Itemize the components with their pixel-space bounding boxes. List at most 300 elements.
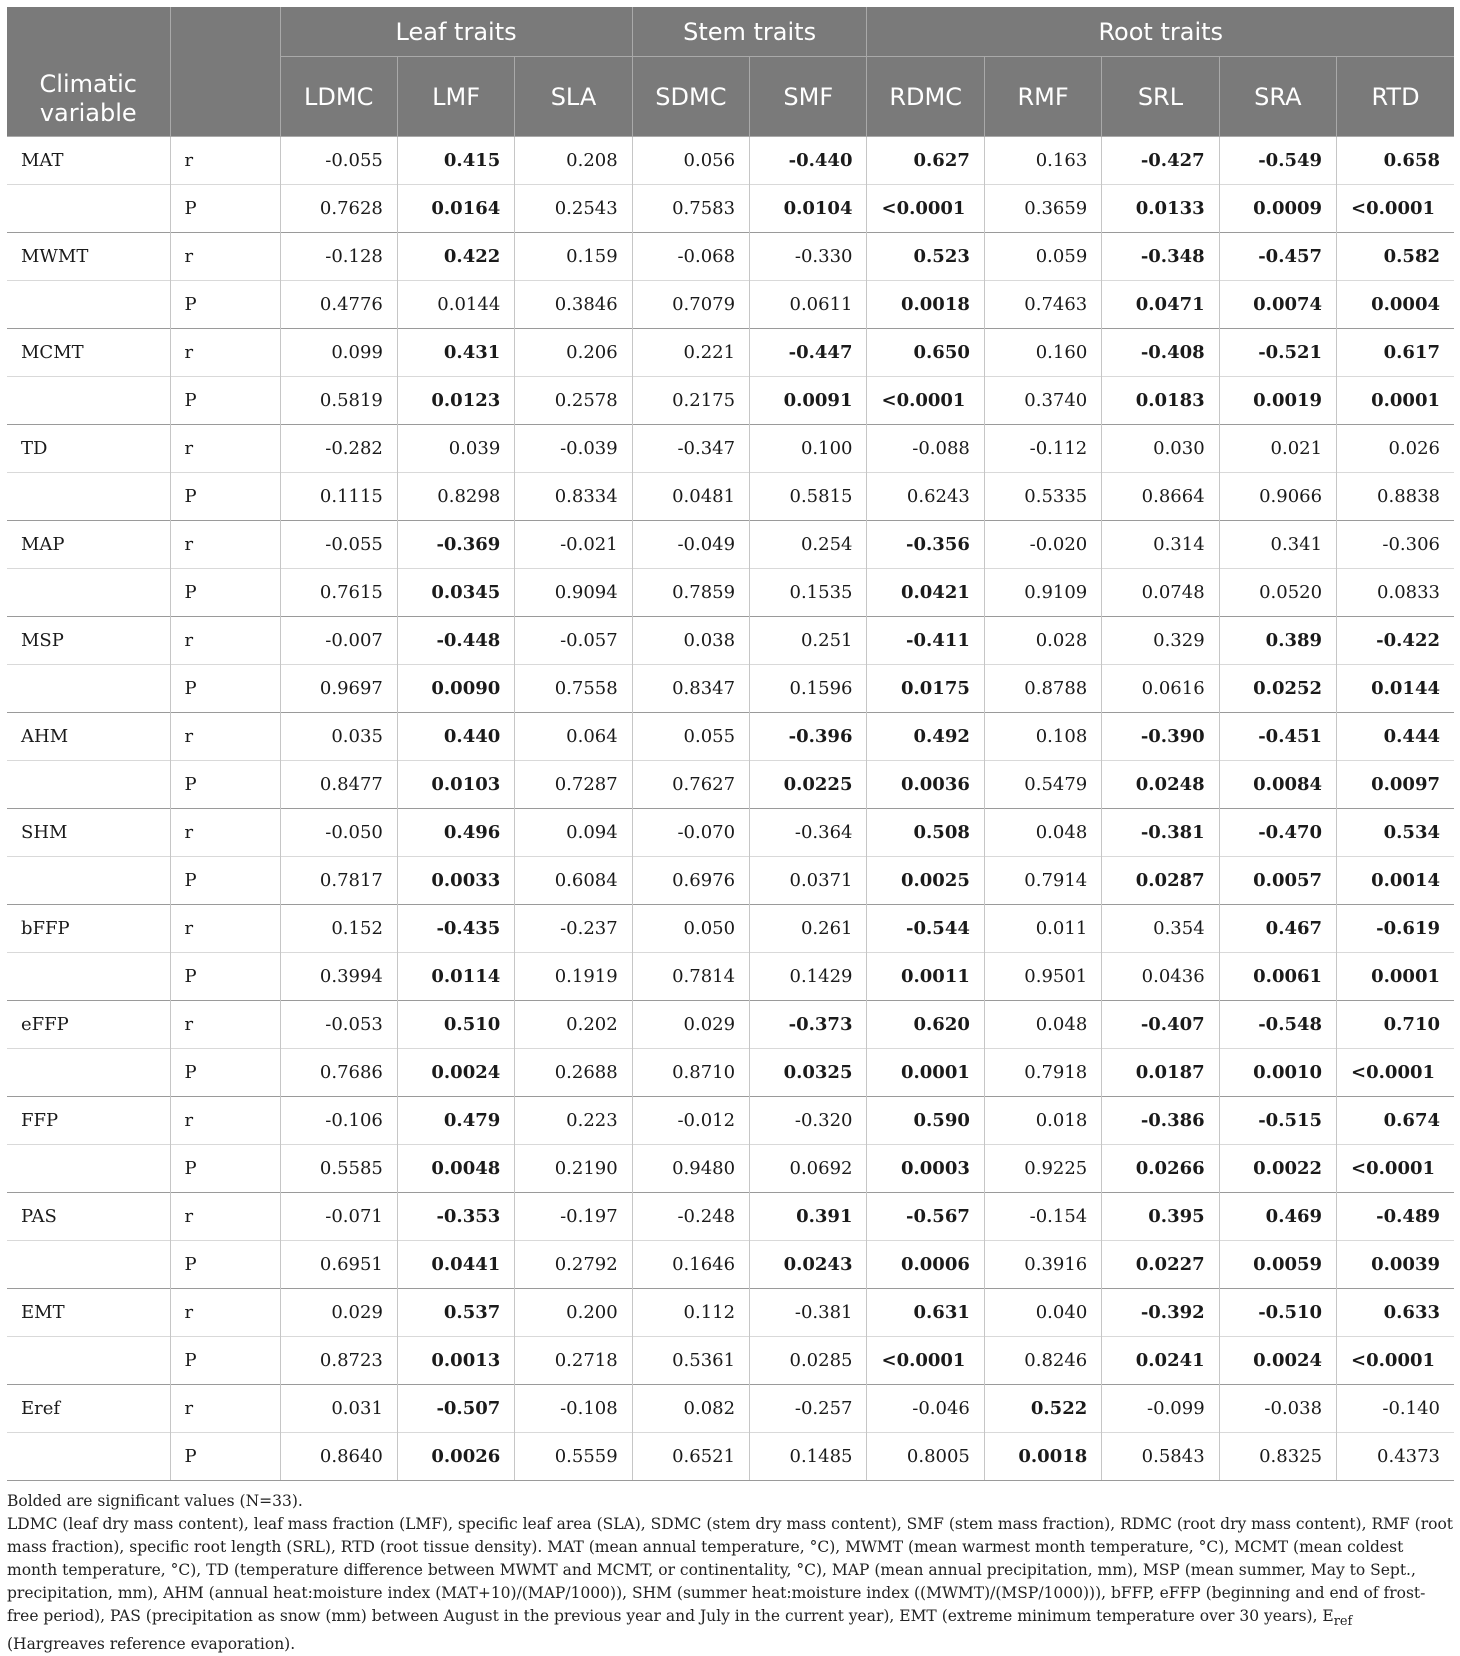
value-cell: 0.0006 [867, 1241, 984, 1289]
value-cell: 0.0039 [1337, 1241, 1454, 1289]
table-notes [7, 1490, 1454, 1656]
value-cell: -0.099 [1102, 1385, 1219, 1433]
value-cell: 0.0091 [750, 377, 867, 425]
value-cell: 0.7615 [280, 569, 397, 617]
value-cell: -0.440 [750, 137, 867, 185]
value-cell: 0.011 [984, 905, 1101, 953]
statistic-cell: r [170, 1193, 280, 1241]
value-cell: 0.059 [984, 233, 1101, 281]
climatic-variable-cell [7, 1241, 170, 1289]
value-cell: 0.0248 [1102, 761, 1219, 809]
value-cell: 0.1646 [632, 1241, 749, 1289]
climatic-variable-cell [7, 1145, 170, 1193]
value-cell: 0.2190 [515, 1145, 632, 1193]
value-cell: 0.1919 [515, 953, 632, 1001]
value-cell: 0.0048 [397, 1145, 514, 1193]
value-cell: 0.030 [1102, 425, 1219, 473]
value-cell: -0.489 [1337, 1193, 1454, 1241]
value-cell: 0.0033 [397, 857, 514, 905]
value-cell: 0.395 [1102, 1193, 1219, 1241]
value-cell: 0.9094 [515, 569, 632, 617]
value-cell: 0.2175 [632, 377, 749, 425]
value-cell: 0.0175 [867, 665, 984, 713]
abbreviation-end: (Hargreaves reference evaporation). [7, 1635, 296, 1654]
value-cell: -0.140 [1337, 1385, 1454, 1433]
value-cell: -0.306 [1337, 521, 1454, 569]
value-cell: 0.0074 [1219, 281, 1336, 329]
value-cell: 0.0833 [1337, 569, 1454, 617]
statistic-cell: P [170, 185, 280, 233]
value-cell: -0.381 [1102, 809, 1219, 857]
value-cell: <0.0001 [1337, 1049, 1454, 1097]
value-cell: -0.548 [1219, 1001, 1336, 1049]
value-cell: -0.373 [750, 1001, 867, 1049]
value-cell: -0.038 [1219, 1385, 1336, 1433]
value-cell: 0.0104 [750, 185, 867, 233]
table-page [7, 7, 1454, 1656]
value-cell: 0.0436 [1102, 953, 1219, 1001]
value-cell: 0.0225 [750, 761, 867, 809]
value-cell: 0.510 [397, 1001, 514, 1049]
table-row [7, 1001, 1454, 1049]
value-cell: 0.631 [867, 1289, 984, 1337]
value-cell: -0.364 [750, 809, 867, 857]
value-cell: 0.0019 [1219, 377, 1336, 425]
value-cell: -0.447 [750, 329, 867, 377]
value-cell: 0.444 [1337, 713, 1454, 761]
value-cell: 0.5819 [280, 377, 397, 425]
value-cell: 0.0097 [1337, 761, 1454, 809]
value-cell: 0.9697 [280, 665, 397, 713]
value-cell: 0.415 [397, 137, 514, 185]
value-cell: 0.3846 [515, 281, 632, 329]
value-cell: -0.457 [1219, 233, 1336, 281]
value-cell: 0.5843 [1102, 1433, 1219, 1481]
value-cell: 0.038 [632, 617, 749, 665]
value-cell: 0.206 [515, 329, 632, 377]
value-cell: 0.223 [515, 1097, 632, 1145]
climatic-variable-cell: EMT [7, 1289, 170, 1337]
value-cell: <0.0001 [1337, 1145, 1454, 1193]
value-cell: -0.055 [280, 521, 397, 569]
value-cell: 0.8710 [632, 1049, 749, 1097]
value-cell: 0.160 [984, 329, 1101, 377]
value-cell: -0.386 [1102, 1097, 1219, 1145]
value-cell: 0.0123 [397, 377, 514, 425]
value-cell: 0.6243 [867, 473, 984, 521]
climatic-variable-cell [7, 761, 170, 809]
value-cell: 0.710 [1337, 1001, 1454, 1049]
value-cell: -0.347 [632, 425, 749, 473]
value-cell: -0.012 [632, 1097, 749, 1145]
table-row [7, 569, 1454, 617]
climatic-variable-cell: PAS [7, 1193, 170, 1241]
statistic-cell: r [170, 809, 280, 857]
value-cell: 0.6976 [632, 857, 749, 905]
table-row [7, 905, 1454, 953]
climatic-variable-cell [7, 569, 170, 617]
value-cell: 0.391 [750, 1193, 867, 1241]
statistic-cell: r [170, 713, 280, 761]
value-cell: 0.7817 [280, 857, 397, 905]
value-cell: 0.582 [1337, 233, 1454, 281]
table-row [7, 137, 1454, 185]
trait-header: SRL [1102, 57, 1219, 137]
table-row [7, 713, 1454, 761]
table-row [7, 521, 1454, 569]
statistic-cell: P [170, 1049, 280, 1097]
value-cell: 0.0616 [1102, 665, 1219, 713]
value-cell: 0.8325 [1219, 1433, 1336, 1481]
statistic-cell: P [170, 1337, 280, 1385]
value-cell: 0.6521 [632, 1433, 749, 1481]
statistic-cell: P [170, 281, 280, 329]
trait-header: SRA [1219, 57, 1336, 137]
value-cell: 0.0471 [1102, 281, 1219, 329]
value-cell: -0.521 [1219, 329, 1336, 377]
value-cell: -0.544 [867, 905, 984, 953]
value-cell: 0.0252 [1219, 665, 1336, 713]
value-cell: -0.390 [1102, 713, 1219, 761]
climatic-variable-cell [7, 281, 170, 329]
value-cell: 0.8664 [1102, 473, 1219, 521]
climatic-variable-cell: MAP [7, 521, 170, 569]
table-row [7, 281, 1454, 329]
value-cell: <0.0001 [867, 185, 984, 233]
value-cell: 0.2543 [515, 185, 632, 233]
value-cell: 0.0325 [750, 1049, 867, 1097]
value-cell: -0.021 [515, 521, 632, 569]
value-cell: 0.8005 [867, 1433, 984, 1481]
value-cell: 0.0011 [867, 953, 984, 1001]
value-cell: -0.381 [750, 1289, 867, 1337]
value-cell: 0.1535 [750, 569, 867, 617]
climatic-variable-cell: MSP [7, 617, 170, 665]
statistic-cell: r [170, 329, 280, 377]
value-cell: 0.7914 [984, 857, 1101, 905]
value-cell: 0.0421 [867, 569, 984, 617]
statistic-cell: r [170, 233, 280, 281]
value-cell: -0.435 [397, 905, 514, 953]
value-cell: -0.356 [867, 521, 984, 569]
value-cell: -0.257 [750, 1385, 867, 1433]
value-cell: 0.055 [632, 713, 749, 761]
value-cell: 0.479 [397, 1097, 514, 1145]
value-cell: 0.9501 [984, 953, 1101, 1001]
statistic-cell: r [170, 1097, 280, 1145]
value-cell: <0.0001 [867, 1337, 984, 1385]
value-cell: 0.492 [867, 713, 984, 761]
statistic-cell: P [170, 1145, 280, 1193]
value-cell: -0.237 [515, 905, 632, 953]
value-cell: 0.389 [1219, 617, 1336, 665]
climatic-variable-cell: FFP [7, 1097, 170, 1145]
value-cell: 0.0022 [1219, 1145, 1336, 1193]
value-cell: 0.620 [867, 1001, 984, 1049]
value-cell: 0.0090 [397, 665, 514, 713]
statistic-cell: r [170, 1385, 280, 1433]
value-cell: 0.0187 [1102, 1049, 1219, 1097]
value-cell: 0.0001 [867, 1049, 984, 1097]
value-cell: 0.1596 [750, 665, 867, 713]
value-cell: -0.050 [280, 809, 397, 857]
value-cell: 0.9066 [1219, 473, 1336, 521]
value-cell: 0.341 [1219, 521, 1336, 569]
value-cell: 0.048 [984, 1001, 1101, 1049]
value-cell: 0.202 [515, 1001, 632, 1049]
value-cell: 0.0164 [397, 185, 514, 233]
table-row [7, 1193, 1454, 1241]
table-row [7, 617, 1454, 665]
value-cell: <0.0001 [1337, 185, 1454, 233]
table-row [7, 425, 1454, 473]
value-cell: 0.094 [515, 809, 632, 857]
value-cell: 0.7628 [280, 185, 397, 233]
table-row [7, 185, 1454, 233]
abbreviation-note [7, 1513, 1454, 1656]
value-cell: 0.0009 [1219, 185, 1336, 233]
value-cell: 0.152 [280, 905, 397, 953]
value-cell: -0.408 [1102, 329, 1219, 377]
value-cell: 0.2792 [515, 1241, 632, 1289]
group-header-leaf: Leaf traits [280, 7, 632, 57]
table-row [7, 953, 1454, 1001]
value-cell: -0.619 [1337, 905, 1454, 953]
value-cell: 0.8246 [984, 1337, 1101, 1385]
value-cell: 0.0748 [1102, 569, 1219, 617]
climatic-variable-cell: SHM [7, 809, 170, 857]
climatic-variable-cell [7, 1049, 170, 1097]
value-cell: 0.7583 [632, 185, 749, 233]
value-cell: 0.112 [632, 1289, 749, 1337]
value-cell: -0.106 [280, 1097, 397, 1145]
value-cell: 0.029 [280, 1289, 397, 1337]
value-cell: -0.068 [632, 233, 749, 281]
trait-header: SDMC [632, 57, 749, 137]
statistic-cell: r [170, 1289, 280, 1337]
value-cell: 0.431 [397, 329, 514, 377]
value-cell: 0.0183 [1102, 377, 1219, 425]
value-cell: 0.0114 [397, 953, 514, 1001]
statistic-cell: r [170, 137, 280, 185]
value-cell: 0.496 [397, 809, 514, 857]
value-cell: -0.071 [280, 1193, 397, 1241]
eref-subscript: ref [1333, 1614, 1353, 1630]
value-cell: 0.7627 [632, 761, 749, 809]
value-cell: 0.7686 [280, 1049, 397, 1097]
value-cell: -0.248 [632, 1193, 749, 1241]
statistic-cell: r [170, 1001, 280, 1049]
value-cell: <0.0001 [867, 377, 984, 425]
abbreviation-text: LDMC (leaf dry mass content), leaf mass fraction (LMF), specific leaf area (SLA), SDMC (stem dry mass content), SMF (stem mass fraction), RDMC (root dry mass content), RMF (root mass fraction), specific root length (SRL), RTD (root tissue density). MAT (mean annual temperature, °C), MWMT (mean warmest month temperature, °C), MCMT (mean coldest month temperature, °C), TD (temperature difference between MWMT and MCMT, or continentality, °C), MAP (mean annual precipitation, mm), MSP (mean summer, May to Sept., precipitation, mm), AHM (annual heat:moisture index (MAT+10)/(MAP/1000)), SHM (summer heat:moisture index ((MWMT)/(MSP/1000))), bFFP, eFFP (beginning and end of frost-free period), PAS (precipitation as snow (mm) between August in the previous year and July in the current year), EMT (extreme minimum temperature over 30 years), E [7, 1515, 1454, 1625]
statistic-cell: r [170, 521, 280, 569]
statistic-cell: P [170, 473, 280, 521]
value-cell: 0.0059 [1219, 1241, 1336, 1289]
statistic-cell: P [170, 953, 280, 1001]
value-cell: 0.056 [632, 137, 749, 185]
value-cell: 0.035 [280, 713, 397, 761]
climatic-variable-cell: AHM [7, 713, 170, 761]
value-cell: 0.5361 [632, 1337, 749, 1385]
value-cell: -0.510 [1219, 1289, 1336, 1337]
value-cell: -0.154 [984, 1193, 1101, 1241]
statistic-cell: P [170, 857, 280, 905]
value-cell: 0.0018 [867, 281, 984, 329]
climatic-variable-cell: TD [7, 425, 170, 473]
value-cell: 0.314 [1102, 521, 1219, 569]
statistic-cell: P [170, 569, 280, 617]
statistic-cell: r [170, 425, 280, 473]
value-cell: 0.7859 [632, 569, 749, 617]
value-cell: 0.026 [1337, 425, 1454, 473]
table-row [7, 1097, 1454, 1145]
value-cell: -0.427 [1102, 137, 1219, 185]
value-cell: 0.0025 [867, 857, 984, 905]
value-cell: -0.353 [397, 1193, 514, 1241]
value-cell: 0.0026 [397, 1433, 514, 1481]
table-row [7, 809, 1454, 857]
trait-header: RDMC [867, 57, 984, 137]
value-cell: 0.0013 [397, 1337, 514, 1385]
value-cell: 0.0227 [1102, 1241, 1219, 1289]
value-cell: 0.8477 [280, 761, 397, 809]
value-cell: 0.523 [867, 233, 984, 281]
value-cell: 0.039 [397, 425, 514, 473]
value-cell: 0.508 [867, 809, 984, 857]
value-cell: 0.8298 [397, 473, 514, 521]
statistic-cell: P [170, 665, 280, 713]
table-row [7, 377, 1454, 425]
value-cell: 0.099 [280, 329, 397, 377]
climatic-variable-cell: bFFP [7, 905, 170, 953]
value-cell: 0.018 [984, 1097, 1101, 1145]
value-cell: -0.549 [1219, 137, 1336, 185]
value-cell: -0.020 [984, 521, 1101, 569]
value-cell: 0.028 [984, 617, 1101, 665]
table-row [7, 761, 1454, 809]
value-cell: 0.354 [1102, 905, 1219, 953]
value-cell: 0.040 [984, 1289, 1101, 1337]
value-cell: 0.440 [397, 713, 514, 761]
value-cell: 0.5335 [984, 473, 1101, 521]
value-cell: 0.0010 [1219, 1049, 1336, 1097]
value-cell: 0.0003 [867, 1145, 984, 1193]
value-cell: -0.422 [1337, 617, 1454, 665]
value-cell: 0.8347 [632, 665, 749, 713]
correlation-table [7, 7, 1454, 1481]
value-cell: 0.0520 [1219, 569, 1336, 617]
value-cell: 0.5559 [515, 1433, 632, 1481]
value-cell: 0.163 [984, 137, 1101, 185]
value-cell: 0.534 [1337, 809, 1454, 857]
value-cell: -0.088 [867, 425, 984, 473]
value-cell: 0.8334 [515, 473, 632, 521]
value-cell: 0.9480 [632, 1145, 749, 1193]
value-cell: 0.050 [632, 905, 749, 953]
value-cell: 0.650 [867, 329, 984, 377]
value-cell: 0.0001 [1337, 953, 1454, 1001]
value-cell: 0.261 [750, 905, 867, 953]
value-cell: 0.0285 [750, 1337, 867, 1385]
value-cell: 0.2578 [515, 377, 632, 425]
value-cell: 0.0266 [1102, 1145, 1219, 1193]
value-cell: 0.9225 [984, 1145, 1101, 1193]
climatic-variable-cell: MWMT [7, 233, 170, 281]
value-cell: -0.330 [750, 233, 867, 281]
value-cell: 0.7814 [632, 953, 749, 1001]
value-cell: 0.7918 [984, 1049, 1101, 1097]
value-cell: -0.567 [867, 1193, 984, 1241]
value-cell: 0.0084 [1219, 761, 1336, 809]
value-cell: -0.448 [397, 617, 514, 665]
table-row [7, 1433, 1454, 1481]
trait-header: SMF [750, 57, 867, 137]
value-cell: -0.348 [1102, 233, 1219, 281]
trait-header: SLA [515, 57, 632, 137]
trait-header: RMF [984, 57, 1101, 137]
value-cell: -0.108 [515, 1385, 632, 1433]
value-cell: <0.0001 [1337, 1337, 1454, 1385]
climatic-variable-cell: eFFP [7, 1001, 170, 1049]
value-cell: 0.159 [515, 233, 632, 281]
value-cell: 0.5815 [750, 473, 867, 521]
table-row [7, 233, 1454, 281]
value-cell: 0.0014 [1337, 857, 1454, 905]
table-row [7, 329, 1454, 377]
value-cell: 0.3916 [984, 1241, 1101, 1289]
value-cell: -0.451 [1219, 713, 1336, 761]
table-row [7, 1385, 1454, 1433]
statistic-cell: P [170, 1241, 280, 1289]
value-cell: 0.0018 [984, 1433, 1101, 1481]
value-cell: 0.0692 [750, 1145, 867, 1193]
value-cell: -0.392 [1102, 1289, 1219, 1337]
value-cell: -0.470 [1219, 809, 1336, 857]
value-cell: 0.3994 [280, 953, 397, 1001]
value-cell: -0.411 [867, 617, 984, 665]
value-cell: -0.112 [984, 425, 1101, 473]
value-cell: 0.7558 [515, 665, 632, 713]
value-cell: -0.046 [867, 1385, 984, 1433]
value-cell: 0.0441 [397, 1241, 514, 1289]
value-cell: 0.7287 [515, 761, 632, 809]
value-cell: 0.6084 [515, 857, 632, 905]
value-cell: 0.0133 [1102, 185, 1219, 233]
value-cell: 0.674 [1337, 1097, 1454, 1145]
table-header [7, 7, 1454, 137]
value-cell: 0.254 [750, 521, 867, 569]
value-cell: 0.5585 [280, 1145, 397, 1193]
value-cell: 0.0024 [397, 1049, 514, 1097]
table-row [7, 473, 1454, 521]
value-cell: 0.082 [632, 1385, 749, 1433]
value-cell: 0.8838 [1337, 473, 1454, 521]
climatic-variable-cell [7, 473, 170, 521]
value-cell: 0.5479 [984, 761, 1101, 809]
climatic-variable-cell: Eref [7, 1385, 170, 1433]
value-cell: 0.100 [750, 425, 867, 473]
value-cell: 0.048 [984, 809, 1101, 857]
value-cell: -0.515 [1219, 1097, 1336, 1145]
value-cell: 0.8723 [280, 1337, 397, 1385]
value-cell: -0.070 [632, 809, 749, 857]
climatic-variable-cell [7, 857, 170, 905]
value-cell: 0.221 [632, 329, 749, 377]
value-cell: -0.369 [397, 521, 514, 569]
climatic-variable-cell [7, 185, 170, 233]
value-cell: 0.0241 [1102, 1337, 1219, 1385]
value-cell: -0.197 [515, 1193, 632, 1241]
